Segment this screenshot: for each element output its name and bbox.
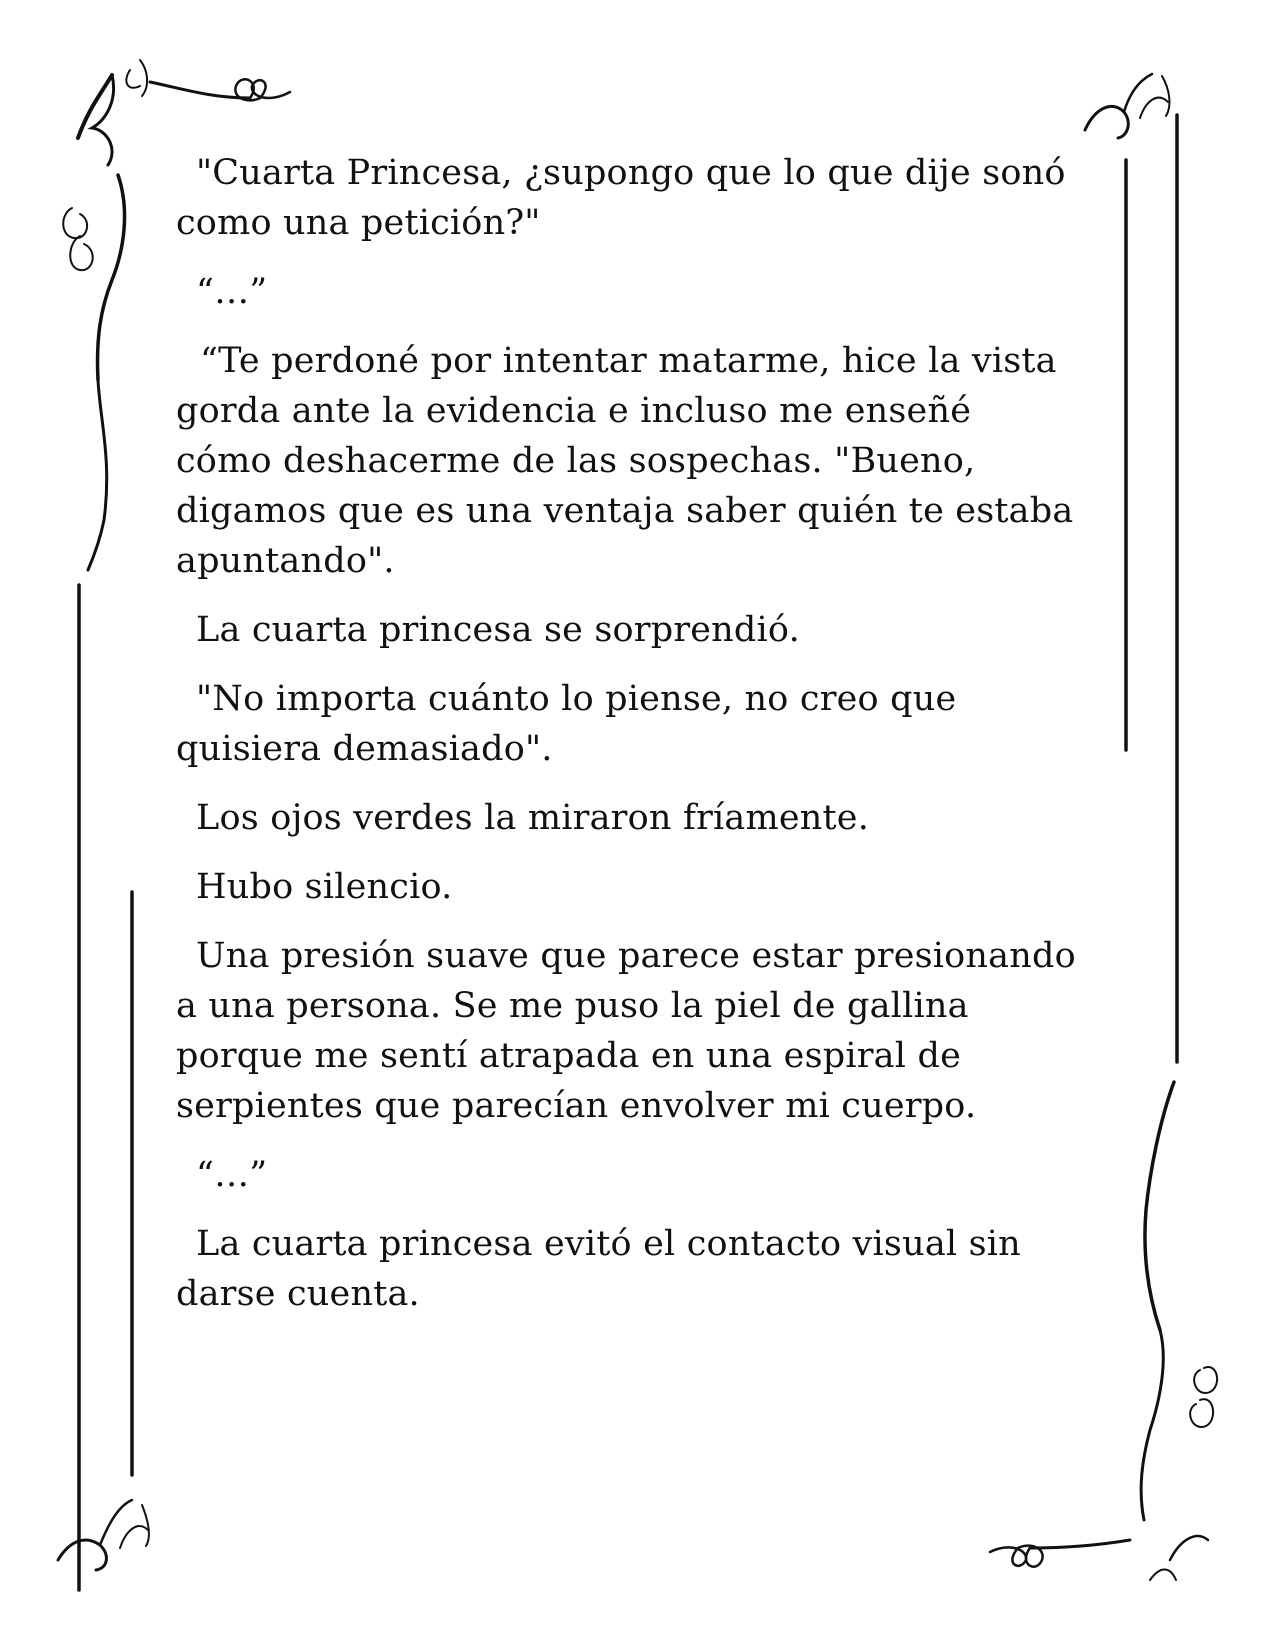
top-right-flourish-ornament <box>1085 74 1169 138</box>
paragraph-4: La cuarta princesa se sorprendió. <box>196 610 800 650</box>
paragraph-7: Hubo silencio. <box>196 867 453 907</box>
paragraph-10: La cuarta princesa evitó el contacto visual sin darse cuenta. <box>176 1224 1033 1314</box>
paragraph-9: “…” <box>196 1155 268 1195</box>
paragraph-6: Los ojos verdes la miraron fríamente. <box>196 798 870 838</box>
bottom-left-flourish-ornament <box>58 1500 149 1570</box>
paragraph-2: “…” <box>196 272 268 312</box>
page-text-block <box>176 148 1088 1338</box>
paragraph-3: “Te perdoné por intentar matarme, hice la vista gorda ante la evidencia e incluso me enseñé cómo deshacerme de las sospechas. "Bueno, digamos que es una ventaja saber quién te estaba apuntando". <box>176 341 1085 581</box>
paragraph-8: Una presión suave que parece estar presionando a una persona. Se me puso la piel de gallina porque me sentí atrapada en una espiral de serpientes que parecían envolver mi cuerpo. <box>176 936 1088 1126</box>
paragraph-1: "Cuarta Princesa, ¿supongo que lo que dije sonó como una petición?" <box>176 153 1077 243</box>
paragraph-5: "No importa cuánto lo piense, no creo que quisiera demasiado". <box>176 679 968 769</box>
